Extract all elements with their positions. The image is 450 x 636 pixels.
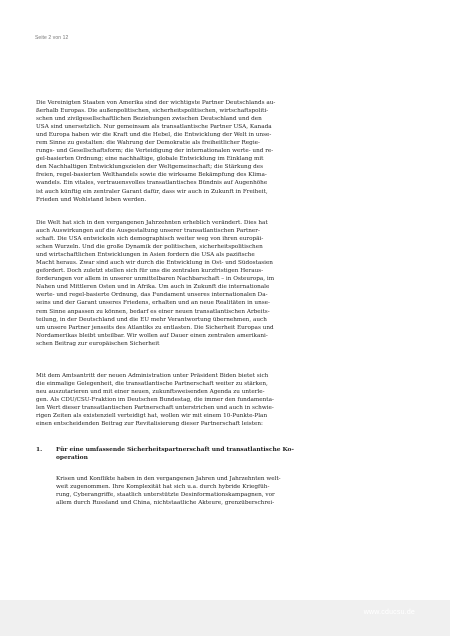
text-line: neu auszutarieren und mit einer neuen, zukunftsweisenden Agenda zu unterle- [36,389,265,396]
text-line: gefordert. Doch zuletzt stellen sich für uns die zentralen kurzfristigen Heraus- [36,268,264,275]
text-line: forderungen vor allem in unserer unmittelbaren Nachbarschaft – in Osteuropa, im [36,276,275,283]
text-line: ist auch künftig ein zentraler Garant dafür, dass wir auch in Zukunft in Freiheit, [36,188,268,195]
text-line: einen entscheidenden Beitrag zur Revitalisierung dieser Partnerschaft leisten: [36,421,263,428]
text-line: werte- und regel-basierte Ordnung, das Fundament unseres internationalen Da- [36,292,268,299]
text-line: Frieden und Wohlstand leben werden. [36,196,147,203]
text-line: gel-basierten Ordnung; eine nachhaltige, globale Entwicklung im Einklang mit [36,156,264,163]
text-line: Für eine umfassende Sicherheitspartnerschaft und transatlantische Ko- [56,446,294,453]
text-line: operation [56,454,88,462]
text-line: wandels. Ein vitales, vertrauensvolles transatlantisches Bündnis auf Augenhöhe [36,180,268,187]
paragraph-1 [36,99,399,204]
text-line: Die Welt hat sich in den vergangenen Jahrzehnten erheblich verändert. Dies hat [36,220,268,226]
text-line: ßerhalb Europas. Die außenpolitischen, sicherheitspolitischen, wirtschaftspoliti- [36,108,269,115]
text-line: schen und zivilgesellschaftlichen Beziehungen zwischen Deutschland und den [36,116,262,123]
text-line: rem Sinne zu gestalten: die Wahrung der Demokratie als freiheitlicher Regie- [36,140,260,147]
text-line: Mit dem Amtsantritt der neuen Administration unter Präsident Biden bietet sich [36,373,269,379]
text-line: den Nachhaltigen Entwicklungszielen der Weltgemeinschaft; die Stärkung des [36,164,264,171]
text-line: um unsere Partner jenseits des Atlantiks zu entlasten. Die Sicherheit Europas und [36,324,274,331]
text-line: gen. Als CDU/CSU-Fraktion im Deutschen Bundestag, die immer den fundamenta- [36,397,274,404]
text-line: und Europa haben wir die Kraft und die Hebel, die Entwicklung der Welt in unse- [36,132,272,139]
text-line: schen Beitrag zur europäischen Sicherheit [36,340,160,347]
text-line: allem durch Russland und China, nichtstaatliche Akteure, grenzüberschrei- [56,500,275,507]
text-line: rigen Zeiten als existenziell verteidigt hat, wollen wir mit einem 10-Punkte-Plan [36,413,268,420]
section-paragraph [56,475,399,507]
text-line: rungs- und Gesellschaftsform; die Verteidigung der internationalen werte- und re- [36,148,274,155]
text-line: schen Wurzeln. Und die große Dynamik der politischen, sicherheitspolitischen [36,244,263,251]
text-line: die einmalige Gelegenheit, die transatlantische Partnerschaft weiter zu stärken, [36,381,268,388]
page-number: Seite 2 von 12 [35,35,69,41]
text-line: seins und der Garant unseres Friedens, erhalten und an neue Realitäten in unse- [36,300,270,307]
text-line: auch Auswirkungen auf die Ausgestaltung unserer transatlantischen Partner- [36,228,260,235]
footer-url: www.cducsu.de [363,609,415,616]
text-line: freien, regel-basierten Welthandels sowie die wirksame Bekämpfung des Klima- [36,172,267,179]
section-title [56,446,399,462]
text-line: Die Vereinigten Staaten von Amerika sind der wichtigste Partner Deutschlands au- [36,100,276,106]
text-line: rem Sinne anpassen zu können, bedarf es einer neuen transatlantischen Arbeits- [36,308,270,315]
text-line: weit zugenommen. Ihre Komplexität hat sich u.a. durch hybride Kriegfüh- [56,484,270,491]
section-number: 1. [36,446,43,453]
text-line: teilung, in der Deutschland und die EU mehr Verantwortung übernehmen, auch [36,316,267,323]
paragraph-3 [36,372,399,428]
text-line: Nahen und Mittleren Osten und in Afrika. Um auch in Zukunft die internationale [36,284,270,291]
text-line: schaft. Die USA entwickeln sich demographisch weiter weg von ihren europäi- [36,236,264,243]
paragraph-2 [36,219,399,348]
text-line: und wirtschaftlichen Entwicklungen in Asien fordern die USA als pazifische [36,252,255,259]
text-line: rung, Cyberangriffe, staatlich unterstützte Desinformationskampagnen, vor [56,492,275,499]
text-line: USA sind unersetzlich. Nur gemeinsam als transatlantische Partner USA, Kanada [36,124,272,131]
text-line: Krisen und Konflikte haben in den vergangenen Jahren und Jahrzehnten welt- [56,476,281,482]
footer-band [0,600,450,636]
section-heading [36,446,399,462]
text-line: Macht heraus. Zwar sind auch wir durch die Entwicklung in Ost- und Südostasien [36,260,273,267]
text-line: len Wert dieser transatlantischen Partnerschaft unterstrichen und auch in schwie- [36,405,274,412]
text-line: Nordamerikas bleibt unteilbar. Wir wollen auf Dauer einen zentralen amerikani- [36,332,268,339]
